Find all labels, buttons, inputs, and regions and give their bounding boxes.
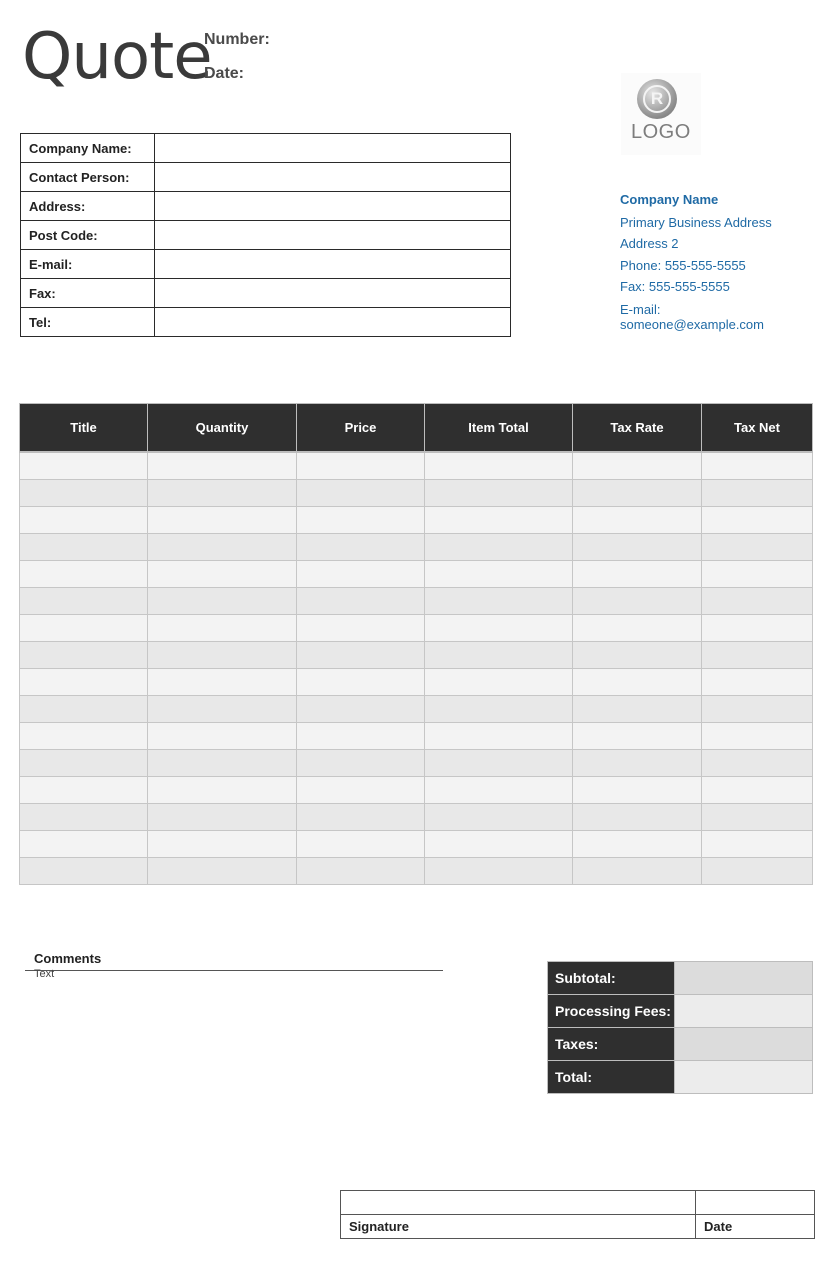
table-cell[interactable] [20,534,148,561]
table-cell[interactable] [573,452,702,480]
table-cell[interactable] [702,723,813,750]
table-cell[interactable] [297,777,425,804]
table-cell[interactable] [573,561,702,588]
table-cell[interactable] [20,561,148,588]
signature-date-field[interactable] [696,1191,815,1215]
table-cell[interactable] [425,452,573,480]
table-cell[interactable] [20,452,148,480]
table-cell[interactable] [702,777,813,804]
items-body [20,452,813,885]
table-cell[interactable] [297,750,425,777]
table-cell[interactable] [573,804,702,831]
table-row [20,480,813,507]
table-cell[interactable] [148,507,297,534]
subtotal-label: Subtotal: [548,962,675,995]
table-row [20,804,813,831]
table-row [20,452,813,480]
client-row-email [21,250,511,279]
table-cell[interactable] [20,777,148,804]
table-cell[interactable] [297,452,425,480]
number-label: Number: [204,31,270,48]
table-cell[interactable] [702,507,813,534]
column-header-tax-net: Tax Net [702,404,813,453]
table-cell[interactable] [573,858,702,885]
table-row [20,777,813,804]
table-cell[interactable] [425,831,573,858]
table-cell[interactable] [297,561,425,588]
registered-trademark-icon [637,79,677,119]
client-row-address [21,192,511,221]
email-label: E-mail: [21,250,155,279]
table-cell[interactable] [425,615,573,642]
table-cell[interactable] [573,507,702,534]
post-code-label: Post Code: [21,221,155,250]
table-cell[interactable] [573,588,702,615]
fax-field[interactable] [155,279,511,308]
table-cell[interactable] [20,723,148,750]
table-cell[interactable] [425,777,573,804]
table-row [20,588,813,615]
signature-label-row [341,1215,815,1239]
post-code-field[interactable] [155,221,511,250]
total-value[interactable] [675,1061,813,1094]
table-cell[interactable] [148,777,297,804]
company-email[interactable]: someone@example.com [620,317,764,332]
processing-fees-label: Processing Fees: [548,995,675,1028]
table-cell[interactable] [20,507,148,534]
table-cell[interactable] [20,480,148,507]
processing-fees-value[interactable] [675,995,813,1028]
company-name-label: Company Name: [21,134,155,163]
taxes-label: Taxes: [548,1028,675,1061]
column-header-title: Title [20,404,148,453]
taxes-row [548,1028,813,1061]
table-cell[interactable] [297,615,425,642]
table-cell[interactable] [297,696,425,723]
table-row [20,561,813,588]
table-row [20,534,813,561]
table-cell[interactable] [297,804,425,831]
table-cell[interactable] [20,669,148,696]
address-label: Address: [21,192,155,221]
table-cell[interactable] [573,831,702,858]
table-cell[interactable] [20,750,148,777]
table-row [20,750,813,777]
column-header-price: Price [297,404,425,453]
taxes-value[interactable] [675,1028,813,1061]
client-row-post-code [21,221,511,250]
column-header-tax-rate: Tax Rate [573,404,702,453]
date-label: Date: [204,65,245,82]
company-phone: Phone: 555-555-5555 [620,258,746,273]
fax-label: Fax: [21,279,155,308]
table-cell[interactable] [148,452,297,480]
table-cell[interactable] [702,588,813,615]
company-address-2: Address 2 [620,236,679,251]
table-cell[interactable] [297,723,425,750]
email-field[interactable] [155,250,511,279]
contact-person-field[interactable] [155,163,511,192]
table-cell[interactable] [425,561,573,588]
table-cell[interactable] [148,858,297,885]
table-cell[interactable] [20,858,148,885]
table-cell[interactable] [702,831,813,858]
table-cell[interactable] [573,642,702,669]
column-header-quantity: Quantity [148,404,297,453]
company-email-label: E-mail: [620,302,661,317]
table-cell[interactable] [148,750,297,777]
table-cell[interactable] [573,777,702,804]
table-row [20,696,813,723]
comments-divider [25,970,443,971]
table-cell[interactable] [148,696,297,723]
table-cell[interactable] [425,696,573,723]
logo-text: LOGO [631,121,691,143]
comments-text[interactable]: Text [34,968,55,980]
signature-date-label: Date [696,1215,815,1239]
table-cell[interactable] [425,588,573,615]
company-name: Company Name [620,192,719,207]
company-name-field[interactable] [155,134,511,163]
table-row [20,642,813,669]
table-cell[interactable] [148,534,297,561]
table-row [20,831,813,858]
address-field[interactable] [155,192,511,221]
table-cell[interactable] [702,804,813,831]
table-cell[interactable] [297,588,425,615]
table-cell[interactable] [20,615,148,642]
table-cell[interactable] [297,642,425,669]
table-row [20,615,813,642]
tel-field[interactable] [155,308,511,337]
table-cell[interactable] [573,534,702,561]
table-row [20,858,813,885]
table-cell[interactable] [20,804,148,831]
table-cell[interactable] [702,858,813,885]
table-cell[interactable] [425,642,573,669]
tel-label: Tel: [21,308,155,337]
table-cell[interactable] [20,831,148,858]
client-row-contact-person [21,163,511,192]
signature-table [340,1190,815,1239]
signature-label: Signature [341,1215,696,1239]
client-row-company-name [21,134,511,163]
table-cell[interactable] [20,642,148,669]
totals-table [547,961,813,1094]
company-fax: Fax: 555-555-5555 [620,279,730,294]
table-row [20,723,813,750]
table-cell[interactable] [297,534,425,561]
items-table [19,403,813,885]
table-row [20,669,813,696]
table-cell[interactable] [573,696,702,723]
table-cell[interactable] [702,615,813,642]
table-cell[interactable] [573,615,702,642]
table-cell[interactable] [573,723,702,750]
table-cell[interactable] [148,615,297,642]
table-cell[interactable] [297,831,425,858]
table-cell[interactable] [148,588,297,615]
table-cell[interactable] [425,534,573,561]
client-row-fax [21,279,511,308]
logo-symbol: R [643,85,671,113]
table-cell[interactable] [148,831,297,858]
table-cell[interactable] [425,507,573,534]
table-cell[interactable] [702,452,813,480]
table-cell[interactable] [297,507,425,534]
total-label: Total: [548,1061,675,1094]
subtotal-value[interactable] [675,962,813,995]
table-cell[interactable] [425,750,573,777]
table-cell[interactable] [20,696,148,723]
table-cell[interactable] [297,480,425,507]
client-details-table [20,133,511,337]
table-cell[interactable] [425,480,573,507]
processing-fees-row [548,995,813,1028]
table-cell[interactable] [702,696,813,723]
table-cell[interactable] [573,750,702,777]
table-cell[interactable] [425,669,573,696]
items-header-row [20,404,813,453]
comments-label: Comments [34,951,102,966]
column-header-item-total: Item Total [425,404,573,453]
table-cell[interactable] [702,669,813,696]
total-row [548,1061,813,1094]
table-cell[interactable] [148,642,297,669]
table-cell[interactable] [148,723,297,750]
table-cell[interactable] [20,588,148,615]
company-address-1: Primary Business Address [620,215,772,230]
table-cell[interactable] [297,669,425,696]
contact-person-label: Contact Person: [21,163,155,192]
table-cell[interactable] [702,480,813,507]
table-cell[interactable] [425,804,573,831]
table-cell[interactable] [702,750,813,777]
subtotal-row [548,962,813,995]
table-cell[interactable] [573,669,702,696]
table-cell[interactable] [297,858,425,885]
table-cell[interactable] [148,480,297,507]
company-logo [621,73,701,155]
table-cell[interactable] [573,480,702,507]
table-cell[interactable] [425,858,573,885]
table-cell[interactable] [148,669,297,696]
table-row [20,507,813,534]
table-cell[interactable] [702,561,813,588]
table-cell[interactable] [702,642,813,669]
signature-field[interactable] [341,1191,696,1215]
table-cell[interactable] [148,561,297,588]
table-cell[interactable] [425,723,573,750]
table-cell[interactable] [148,804,297,831]
signature-input-row [341,1191,815,1215]
client-row-tel [21,308,511,337]
table-cell[interactable] [702,534,813,561]
page-title: Quote [22,20,212,94]
